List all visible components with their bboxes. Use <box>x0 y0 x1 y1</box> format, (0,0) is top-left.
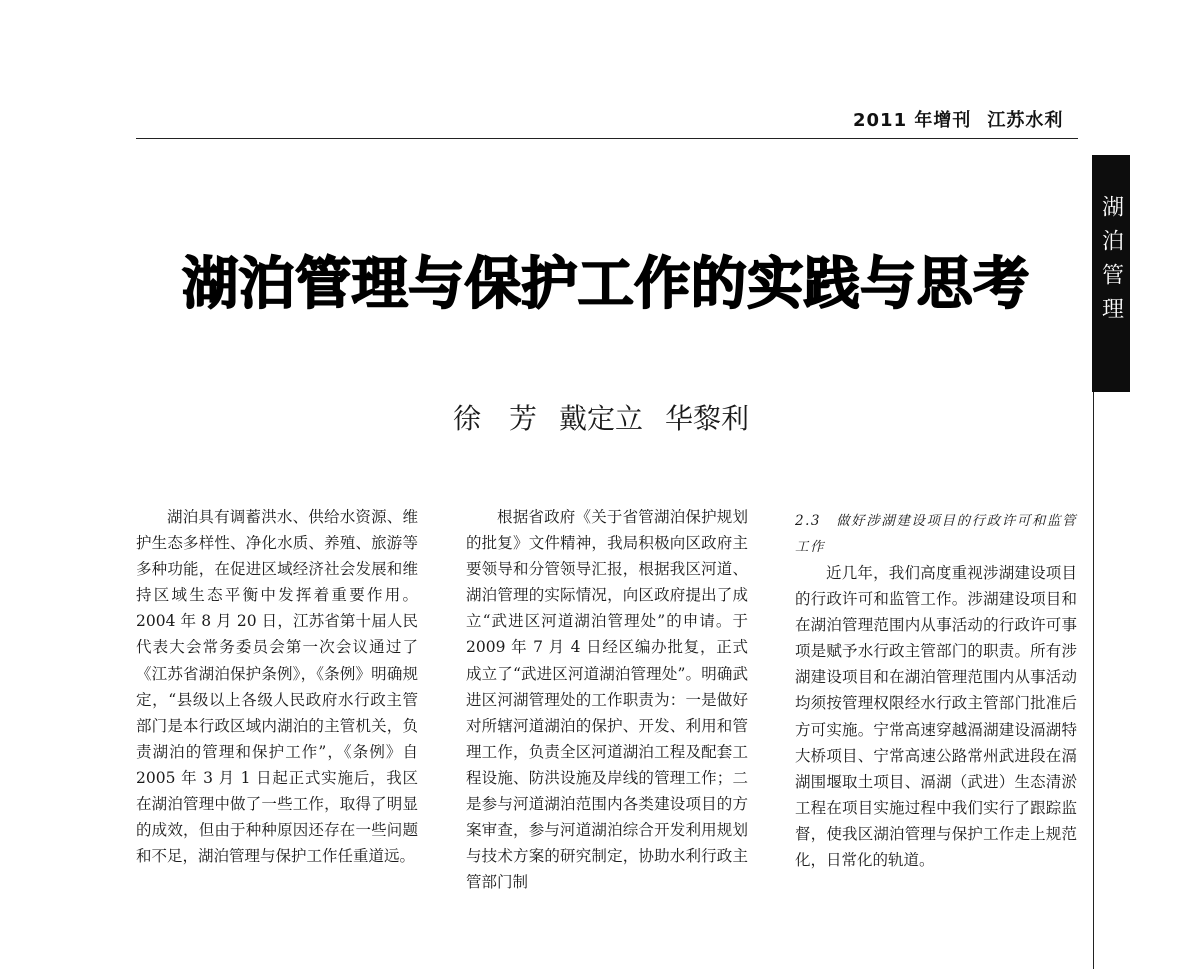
author-list <box>453 397 749 437</box>
article-title: 湖泊管理与保护工作的实践与思考 <box>182 252 1030 317</box>
column-1-paragraph: 湖泊具有调蓄洪水、供给水资源、维护生态多样性、净化水质、养殖、旅游等多种功能，在促进区域经济社会发展和维持区域生态平衡中发挥着重要作用。2004 年 8 月 20 日，江苏省第十届人民代表大会常务委员会第一次会议通过了《江苏省湖泊保护条例》，《条例》明确规定，“县级以上各级人民政府水行政主管部门是本行政区域内湖泊的主管机关，负责湖泊的管理和保护工作”，《条例》自 2005 年 3 月 1 日起正式实施后，我区在湖泊管理中做了一些工作，取得了明显的成效，但由于种种原因还存在一些问题和不足，湖泊管理与保护工作任重道远。 <box>136 508 418 866</box>
text-column-2 <box>466 504 748 895</box>
author-2: 戴定立 <box>559 402 644 435</box>
section-tab-label: 湖泊管理 <box>1098 195 1124 331</box>
author-1: 徐 芳 <box>453 402 538 435</box>
text-column-1 <box>136 504 418 869</box>
journal-name: 江苏水利 <box>987 110 1064 131</box>
column-2-paragraph: 根据省政府《关于省管湖泊保护规划的批复》文件精神，我局积极向区政府主要领导和分管领导汇报，根据我区河道、湖泊管理的实际情况，向区政府提出了成立“武进区河道湖泊管理处”的申请。于 2009 年 7 月 4 日经区编办批复，正式成立了“武进区河道湖泊管理处”。明确武进区河湖管理处的工作职责为：一是做好对所辖河道湖泊的保护、开发、利用和管理工作，负责全区河道湖泊工程及配套工程设施、防洪设施及岸线的管理工作；二是参与河道湖泊范围内各类建设项目的方案审查，参与河道湖泊综合开发利用规划与技术方案的研究制定，协助水利行政主管部门制 <box>466 508 748 892</box>
column-3-paragraph: 近几年，我们高度重视涉湖建设项目的行政许可和监管工作。涉湖建设项目和在湖泊管理范围内从事活动的行政许可事项是赋予水行政主管部门的职责。所有涉湖建设项目和在湖泊管理范围内从事活动均须按管理权限经水行政主管部门批准后方可实施。宁常高速穿越滆湖建设滆湖特大桥项目、宁常高速公路常州武进段在滆湖围堰取土项目、滆湖（武进）生态清淤工程在项目实施过程中我们实行了跟踪监督，使我区湖泊管理与保护工作走上规范化，日常化的轨道。 <box>795 564 1077 870</box>
text-column-3 <box>795 508 1077 873</box>
author-3: 华黎利 <box>665 402 750 435</box>
issue-label: 2011 年增刊 <box>853 110 972 131</box>
header-rule <box>136 138 1078 139</box>
page-header <box>853 106 1063 132</box>
section-heading: 2.3 做好涉湖建设项目的行政许可和监管工作 <box>795 513 1077 555</box>
side-rule <box>1093 392 1094 969</box>
